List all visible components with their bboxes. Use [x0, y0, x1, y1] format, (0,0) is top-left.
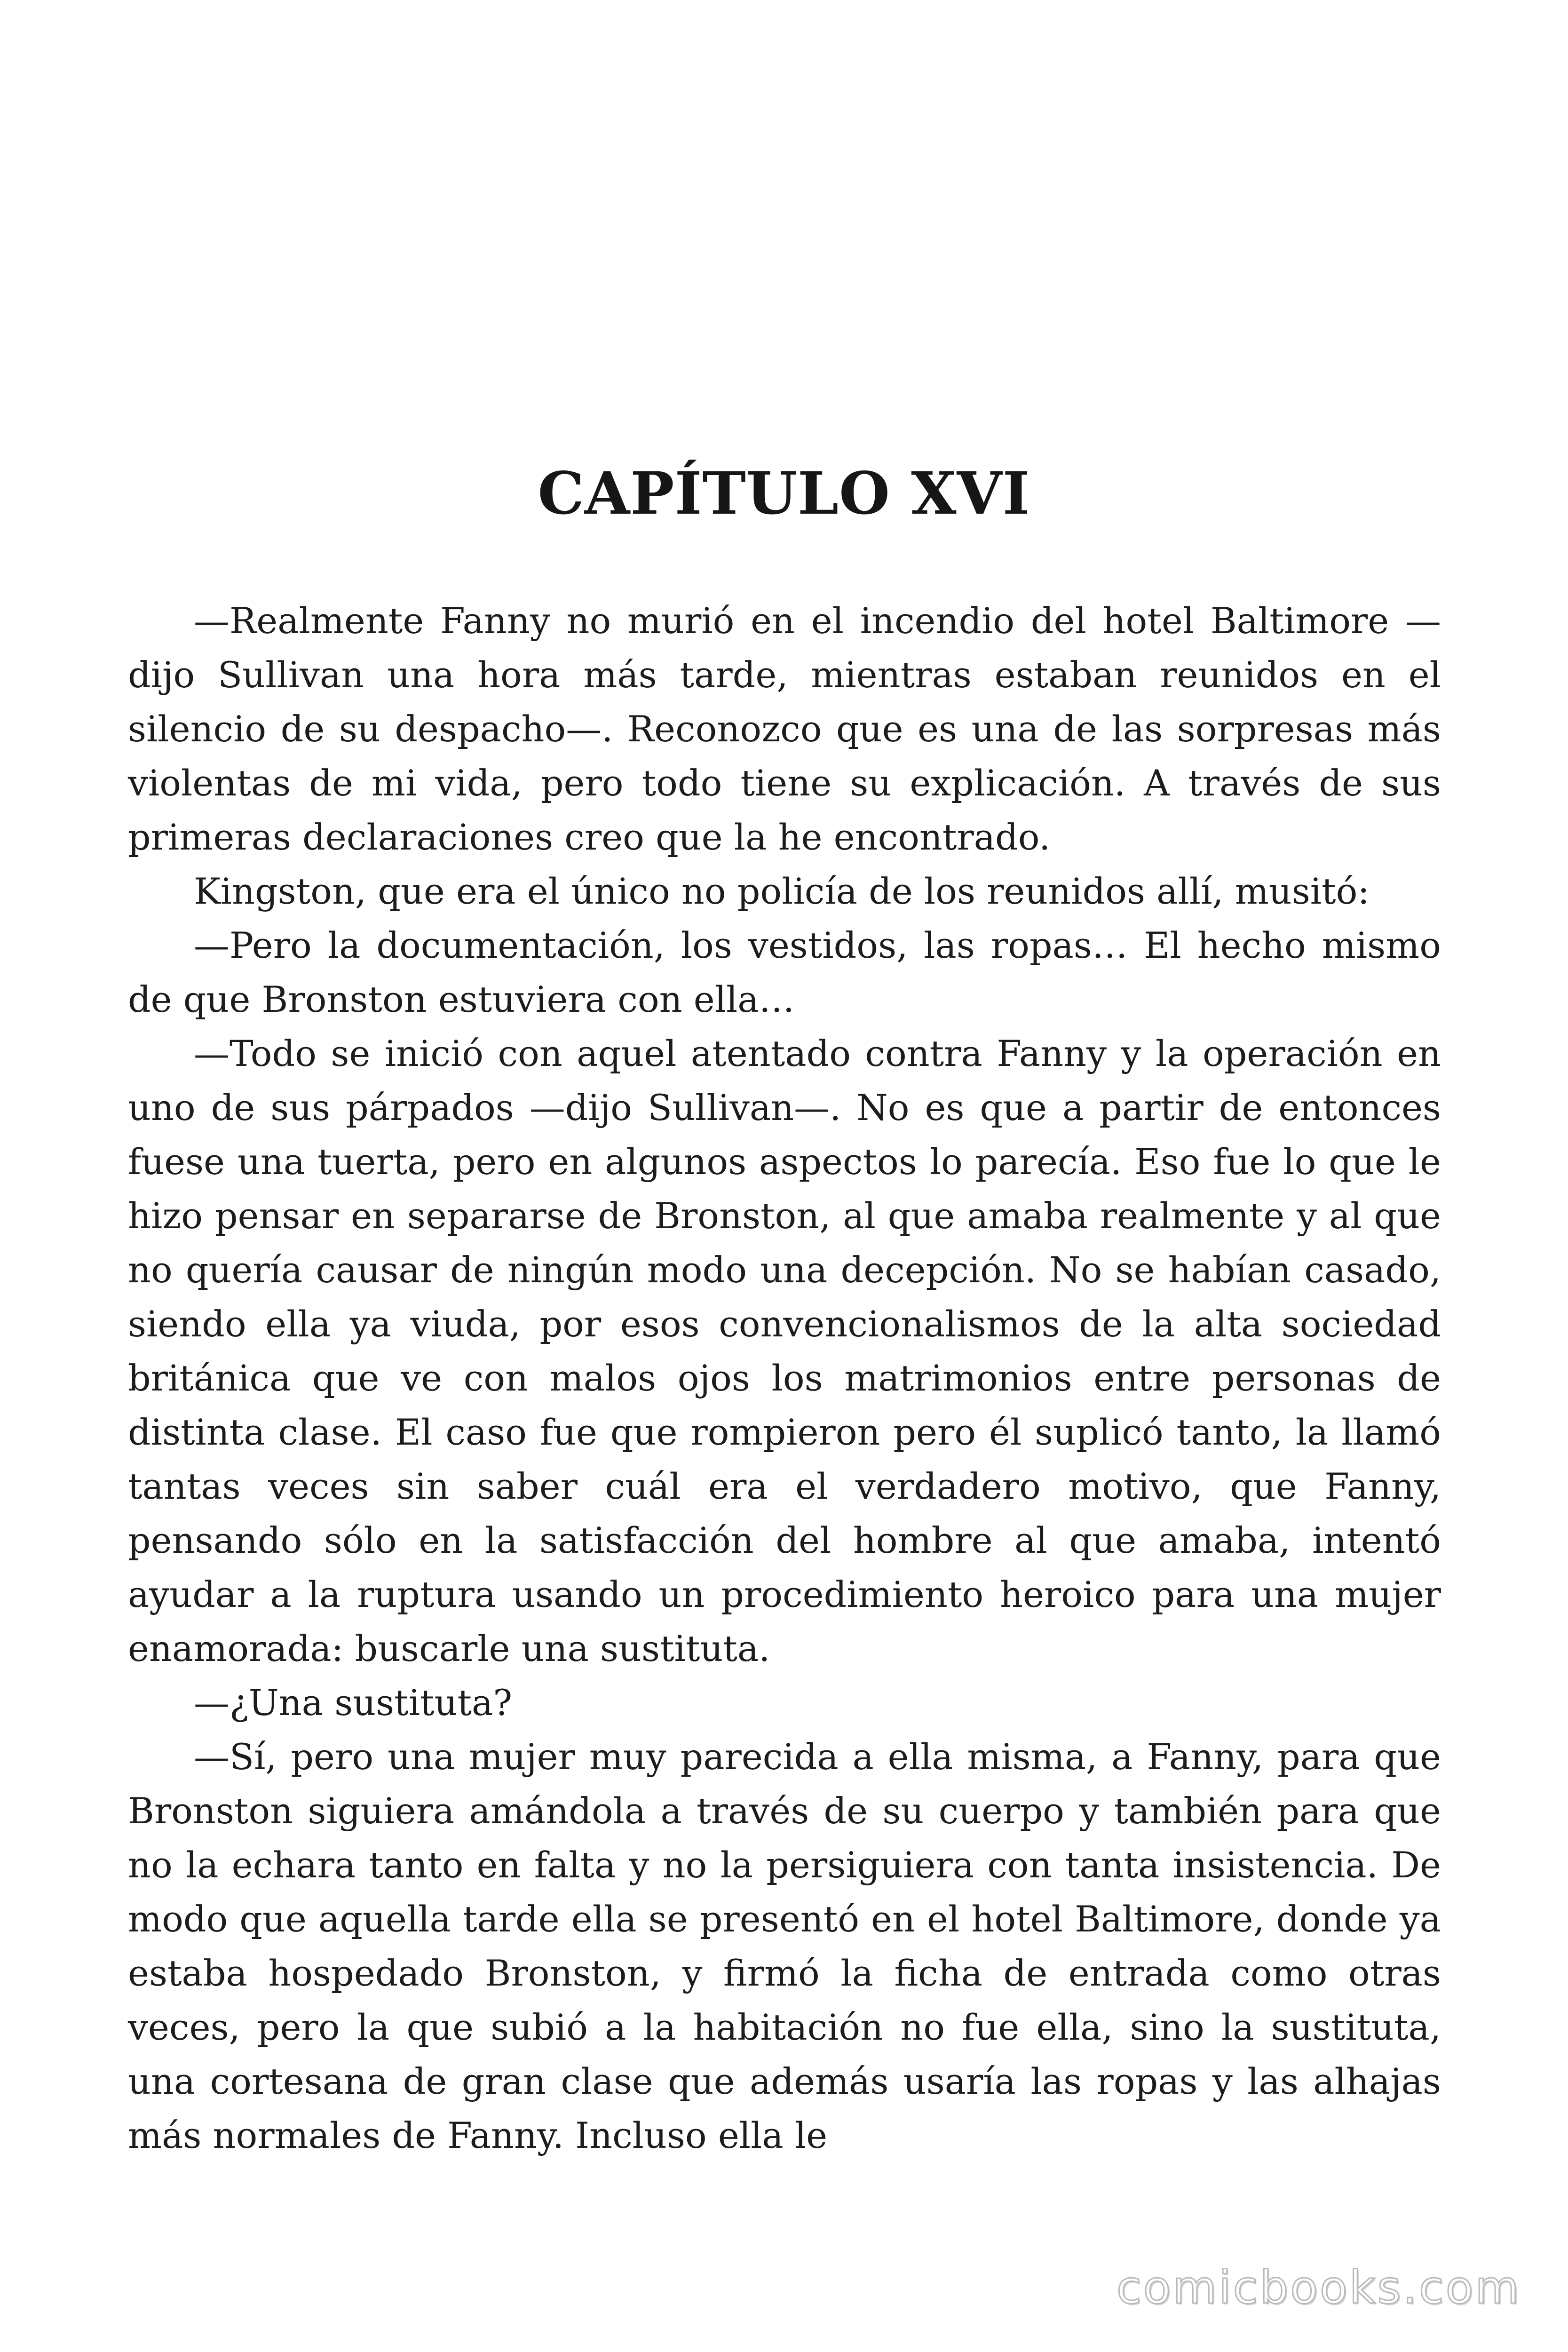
paragraph: —Todo se inició con aquel atentado contra Fanny y la operación en uno de sus párpados —dijo Sullivan—. No es que a partir de entonces fuese una tuerta, pero en algunos aspectos lo parecía. Eso fue lo que le hizo pensar en separarse de Bronston, al que amaba realmente y al que no quería causar de ningún modo una decepción. No se habían casado, siendo ella ya viuda, por esos convencionalismos de la alta sociedad británica que ve con malos ojos los matrimonios entre personas de distinta clase. El caso fue que rompieron pero él suplicó tanto, la llamó tantas veces sin saber cuál era el verdadero motivo, que Fanny, pensando sólo en la satisfacción del hombre al que amaba, intentó ayudar a la ruptura usando un procedimiento heroico para una mujer enamorada: buscarle una sustituta.: [128, 1033, 1441, 1669]
watermark: comicbooks.com: [1116, 2261, 1521, 2314]
paragraph: Kingston, que era el único no policía de los reunidos allí, musitó:: [194, 870, 1370, 912]
chapter-title: CAPÍTULO XVI: [538, 460, 1030, 528]
paragraph: —¿Una sustituta?: [194, 1682, 513, 1724]
paragraph: —Sí, pero una mujer muy parecida a ella misma, a Fanny, para que Bronston siguiera amándola a través de su cuerpo y también para que no la echara tanto en falta y no la persiguiera con tanta insistencia. De modo que aquella tarde ella se presentó en el hotel Baltimore, donde ya estaba hospedado Bronston, y firmó la ficha de entrada como otras veces, pero la que subió a la habitación no fue ella, sino la sustituta, una cortesana de gran clase que además usaría las ropas y las alhajas más normales de Fanny. Incluso ella le: [128, 1736, 1441, 2156]
paragraph: —Pero la documentación, los vestidos, las ropas… El hecho mismo de que Bronston estuviera con ella…: [128, 924, 1441, 1020]
paragraph: —Realmente Fanny no murió en el incendio del hotel Baltimore —dijo Sullivan una hora más tarde, mientras estaban reunidos en el silencio de su despacho—. Reconozco que es una de las sorpresas más violentas de mi vida, pero todo tiene su explicación. A través de sus primeras declaraciones creo que la he encontrado.: [128, 600, 1441, 858]
chapter-body: [128, 594, 1441, 2162]
